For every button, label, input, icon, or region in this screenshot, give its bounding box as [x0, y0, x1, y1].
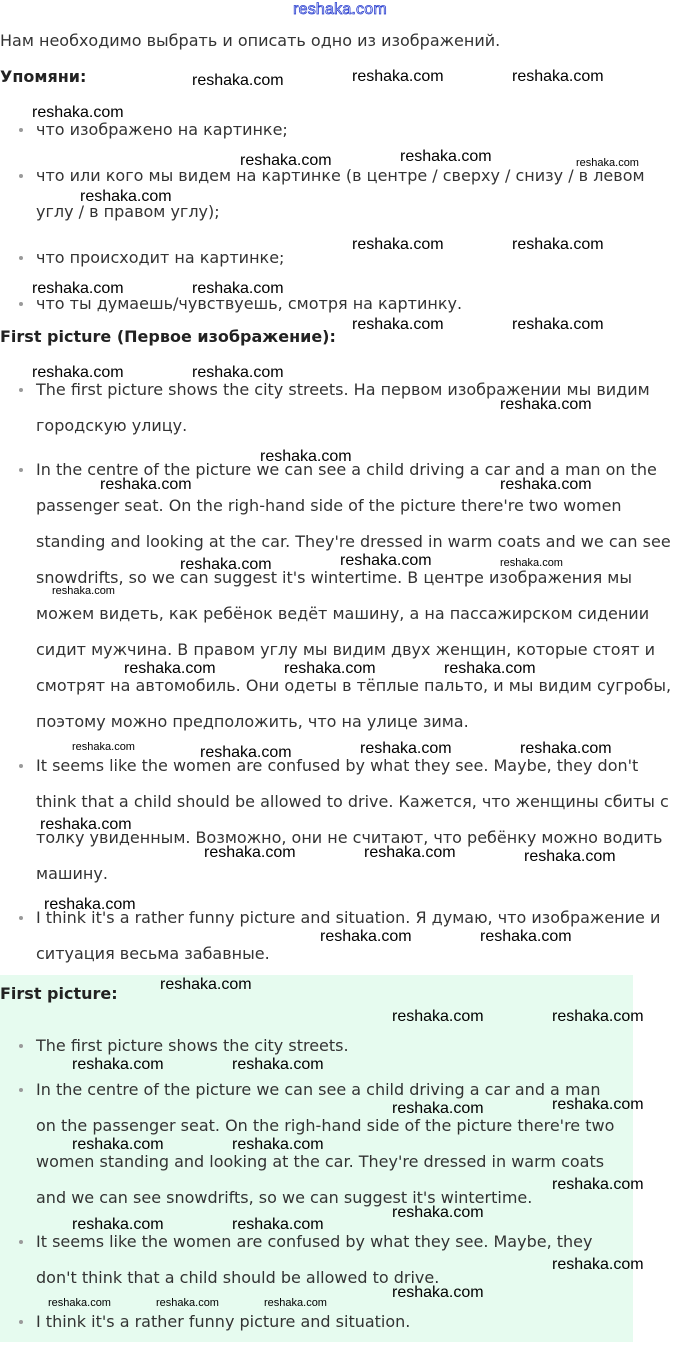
watermark: reshaka.com: [392, 1008, 484, 1025]
watermark: reshaka.com: [480, 928, 572, 945]
watermark: reshaka.com: [352, 68, 444, 85]
watermark: reshaka.com: [392, 1284, 484, 1301]
list-item: I think it's a rather funny picture and situation. Я думаю, что изображение и ситуация весьма забавные.: [0, 900, 680, 972]
watermark: reshaka.com: [180, 556, 272, 573]
watermark: reshaka.com: [576, 157, 639, 169]
answer-heading: First picture:: [0, 984, 118, 1003]
watermark: reshaka.com: [500, 476, 592, 493]
watermark: reshaka.com: [360, 740, 452, 757]
watermark: reshaka.com: [552, 1096, 644, 1113]
watermark: reshaka.com: [72, 1136, 164, 1153]
watermark: reshaka.com: [156, 1297, 219, 1309]
watermark: reshaka.com: [512, 316, 604, 333]
list-item: что изображено на картинке;: [0, 112, 680, 148]
watermark: reshaka.com: [552, 1008, 644, 1025]
watermark: reshaka.com: [232, 1216, 324, 1233]
watermark: reshaka.com: [364, 844, 456, 861]
watermark: reshaka.com: [512, 68, 604, 85]
watermark: reshaka.com: [204, 844, 296, 861]
watermark: reshaka.com: [72, 741, 135, 753]
watermark: reshaka.com: [232, 1136, 324, 1153]
watermark: reshaka.com: [552, 1256, 644, 1273]
watermark: reshaka.com: [32, 280, 124, 297]
first-picture-list: [0, 372, 680, 980]
watermark: reshaka.com: [400, 148, 492, 165]
list-item: что или кого мы видем на картинке (в центре / сверху / снизу / в левом углу / в правом углу);: [0, 158, 680, 230]
watermark: reshaka.com: [500, 557, 563, 569]
watermark: reshaka.com: [40, 816, 132, 833]
watermark: reshaka.com: [392, 1100, 484, 1117]
watermark: reshaka.com: [392, 1204, 484, 1221]
watermark: reshaka.com: [200, 744, 292, 761]
answer-box: [0, 975, 633, 1342]
list-item: In the centre of the picture we can see a child driving a car and a man on the passenger seat. On the righ-hand side of the picture there're two women standing and looking at the car. They're dressed in warm coats and we can see snowdrifts, so we can suggest it's wintertime. В центре изображения мы можем видеть, как ребёнок ведёт машину, а на пассажирском сидении сидит мужчина. В правом углу мы видим двух женщин, которые стоят и смотрят на автомобиль. Они одеты в тёплые пальто, и мы видим сугробы, поэтому можно предположить, что на улице зима.: [0, 452, 680, 740]
watermark: reshaka.com: [240, 152, 332, 169]
list-item: It seems like the women are confused by what they see. Maybe, they don't think that a child should be allowed to drive. Кажется, что женщины сбиты с толку увиденным. Возможно, они не считают, что ребёнку можно водить машину.: [0, 748, 680, 892]
list-item: It seems like the women are confused by what they see. Maybe, they don't think that a child should be allowed to drive.: [0, 1224, 633, 1296]
watermark: reshaka.com: [352, 316, 444, 333]
watermark: reshaka.com: [320, 928, 412, 945]
watermark: reshaka.com: [340, 552, 432, 569]
watermark: reshaka.com: [72, 1216, 164, 1233]
mention-list: [0, 112, 680, 332]
list-item: что ты думаешь/чувствуешь, смотря на картинку.: [0, 286, 680, 322]
watermark: reshaka.com: [52, 585, 115, 597]
list-item: The first picture shows the city streets.: [0, 1028, 633, 1064]
watermark: reshaka.com: [124, 660, 216, 677]
answer-list: [0, 1028, 633, 1348]
watermark: reshaka.com: [512, 236, 604, 253]
watermark: reshaka.com: [192, 364, 284, 381]
watermark: reshaka.com: [80, 188, 172, 205]
first-picture-heading: First picture (Первое изображение):: [0, 327, 336, 346]
watermark: reshaka.com: [192, 72, 284, 89]
watermark: reshaka.com: [444, 660, 536, 677]
watermark: reshaka.com: [160, 976, 252, 993]
watermark: reshaka.com: [264, 1297, 327, 1309]
intro-text: Нам необходимо выбрать и описать одно из изображений.: [0, 31, 501, 50]
watermark: reshaka.com: [100, 476, 192, 493]
watermark: reshaka.com: [32, 104, 124, 121]
list-item: что происходит на картинке;: [0, 240, 680, 276]
watermark: reshaka.com: [352, 236, 444, 253]
watermark: reshaka.com: [284, 660, 376, 677]
watermark: reshaka.com: [192, 280, 284, 297]
list-item: I think it's a rather funny picture and situation.: [0, 1304, 633, 1340]
mention-heading: Упомяни:: [0, 67, 87, 86]
watermark: reshaka.com: [260, 448, 352, 465]
watermark: reshaka.com: [520, 740, 612, 757]
list-item: In the centre of the picture we can see a child driving a car and a man on the passenger seat. On the righ-hand side of the picture there're two women standing and looking at the car. They're dressed in warm coats and we can see snowdrifts, so we can suggest it's wintertime.: [0, 1072, 633, 1216]
watermark: reshaka.com: [524, 848, 616, 865]
watermark: reshaka.com: [44, 896, 136, 913]
watermark: reshaka.com: [500, 396, 592, 413]
watermark: reshaka.com: [72, 1056, 164, 1073]
list-item: The first picture shows the city streets. На первом изображении мы видим городскую улицу.: [0, 372, 680, 444]
site-watermark-header: reshaka.com: [293, 1, 387, 18]
watermark: reshaka.com: [552, 1176, 644, 1193]
watermark: reshaka.com: [32, 364, 124, 381]
watermark: reshaka.com: [232, 1056, 324, 1073]
watermark: reshaka.com: [48, 1297, 111, 1309]
